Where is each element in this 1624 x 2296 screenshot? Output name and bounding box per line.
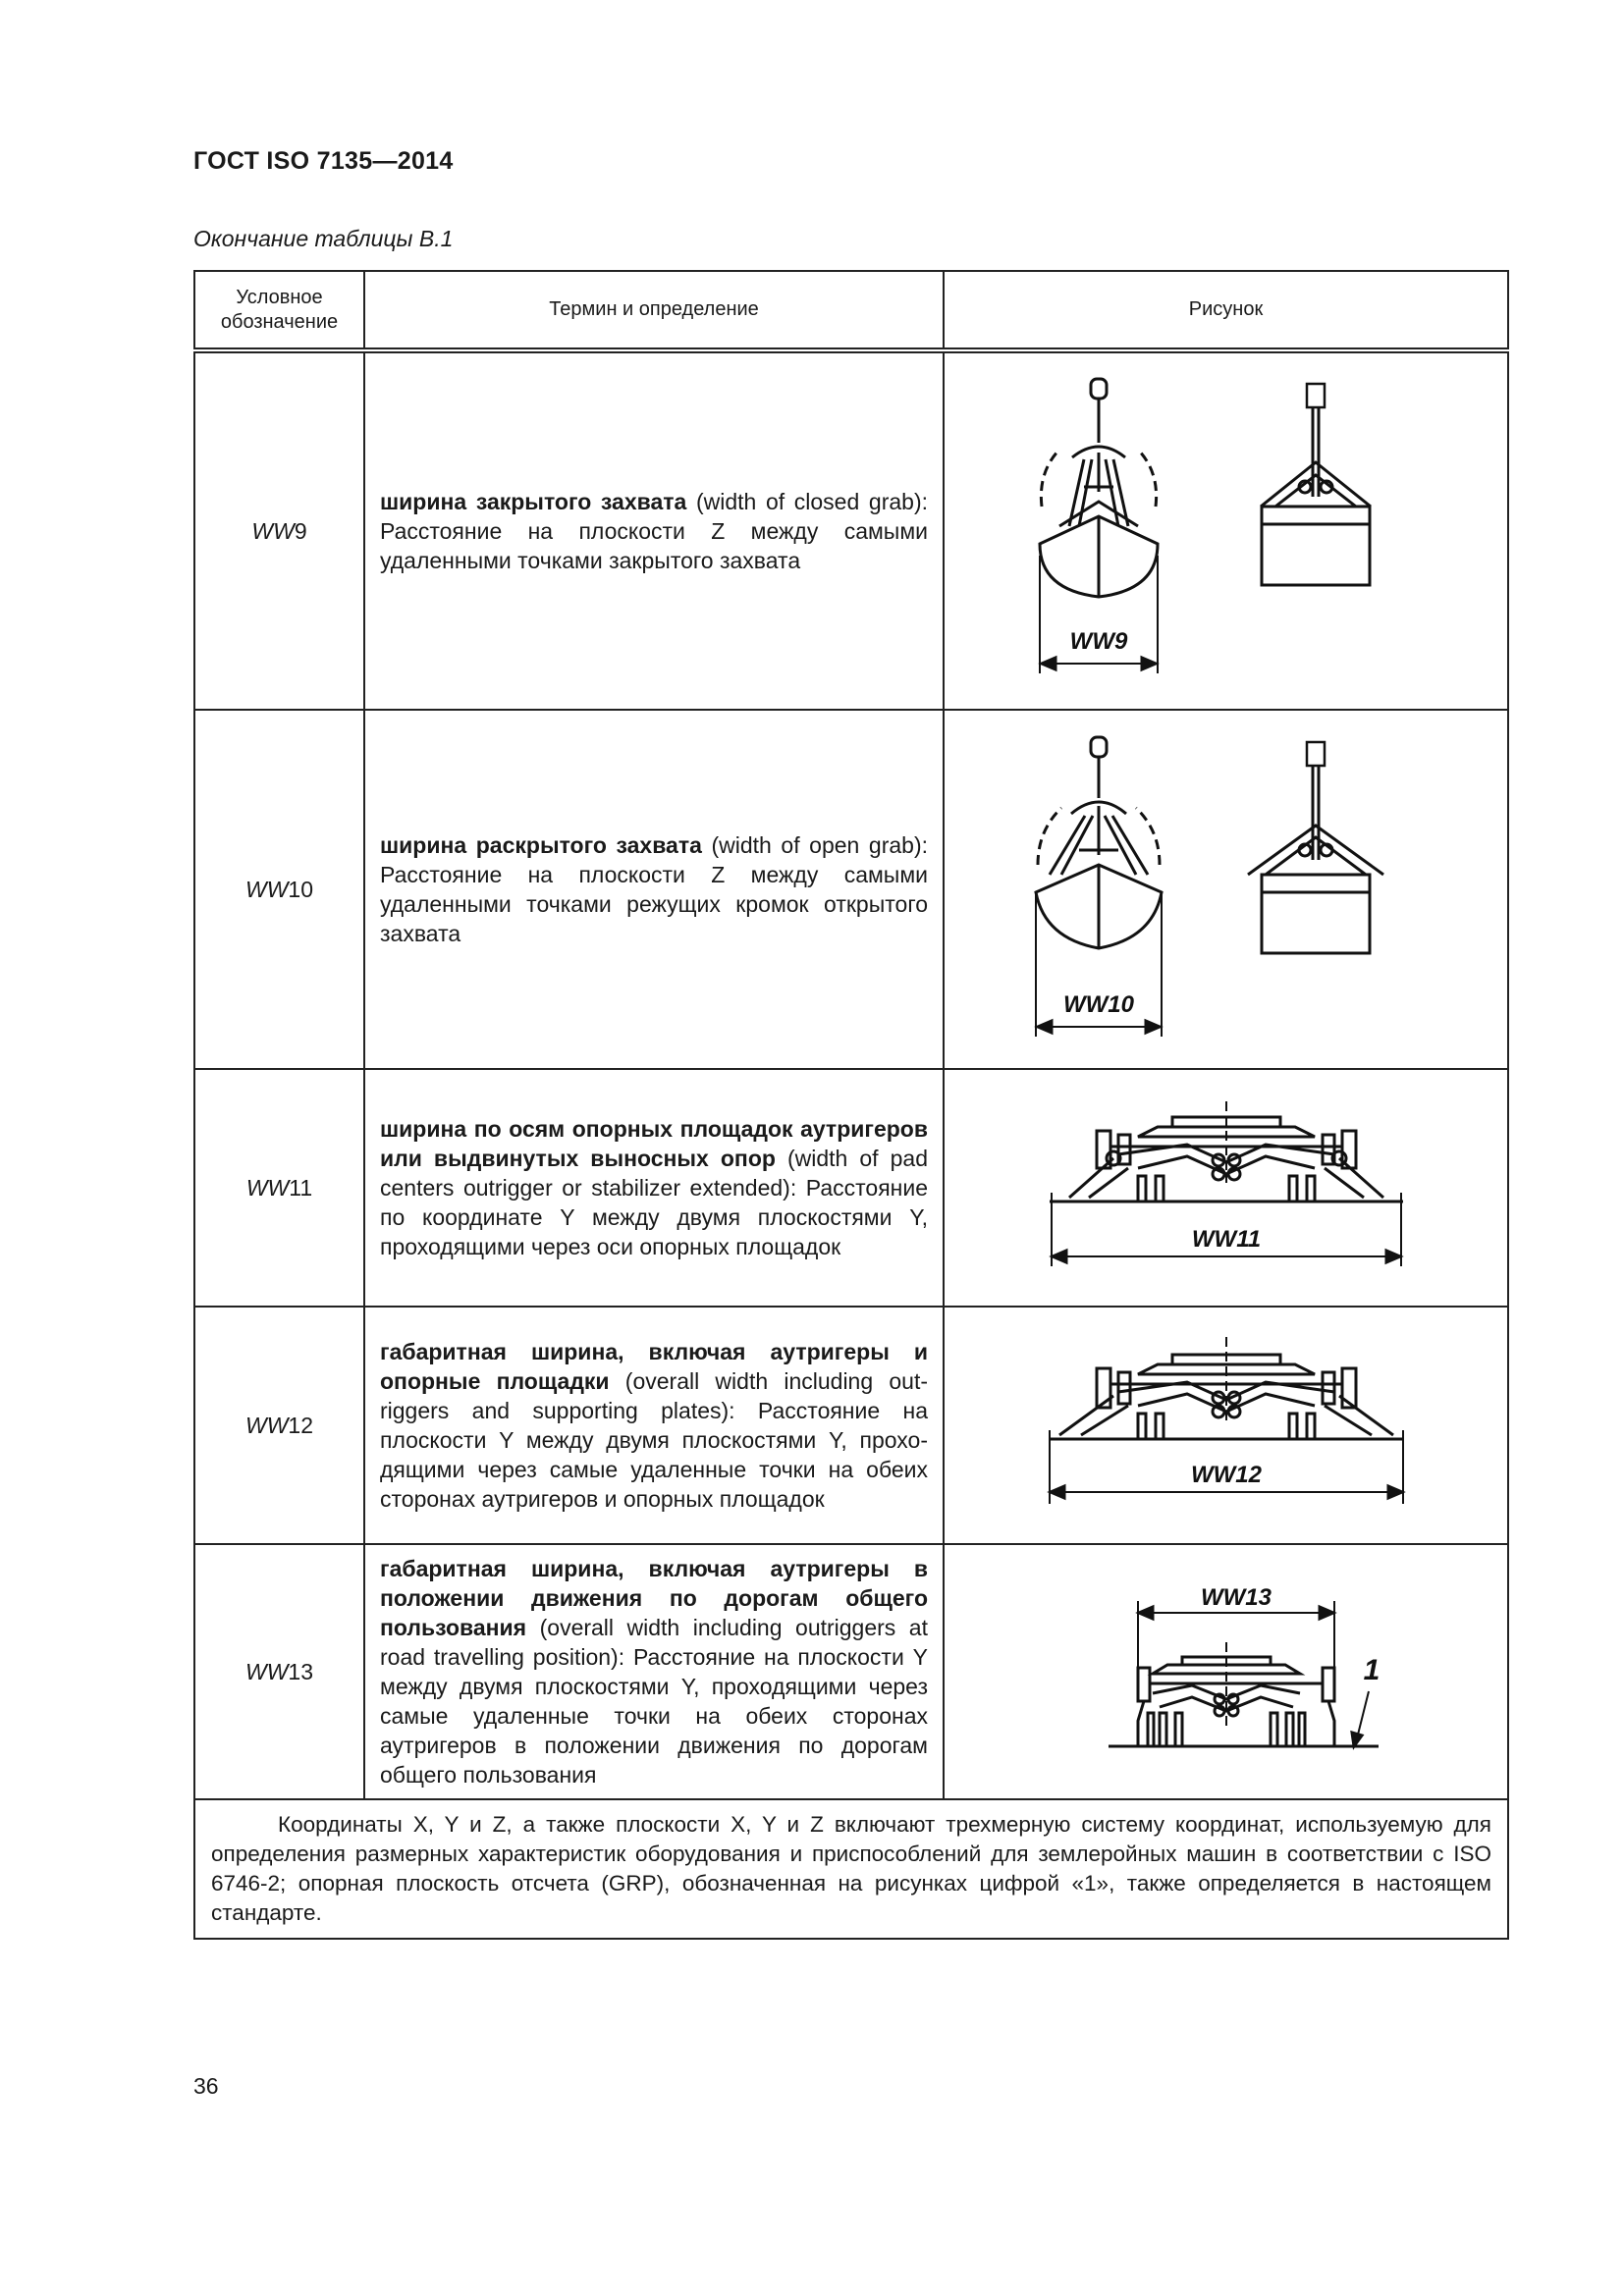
row-symbol: WW13 [194,1544,364,1799]
page-number: 36 [193,2073,219,2099]
table-continuation-caption: Окончание таблицы В.1 [193,226,454,251]
row-definition: ширина закрытого захвата (width of closed grab): Расстояние на плоскости Z между самыми удаленными точками закрытого захвата [364,350,944,710]
row-definition: ширина раскрытого захвата (width of open grab): Расстояние на плоскости Z между самыми удаленными точками режущих кромок открытого захвата [364,710,944,1069]
svg-text:WW13: WW13 [1200,1584,1272,1611]
svg-text:WW9: WW9 [1069,628,1127,655]
row-symbol: WW9 [194,350,364,710]
outrigger-centers-figure [991,1090,1462,1286]
road-travel-width-figure [991,1564,1462,1780]
header-symbol: Условное обозначение [194,271,364,350]
table-note-row [194,1799,1508,1939]
table-row [194,1544,1508,1799]
table-note: Координаты X, Y и Z, а также плоскости X, Y и Z включают трехмерную систему координат, используемую для определения размерных характеристик оборудования и приспособлений для землеройных машин в соответствии с ISO 6746-2; опорная плоскость отсчета (GRP), обозначенная на рисунках цифрой «1», также определяется в настоящем стандарте. [194,1799,1508,1939]
definitions-table [193,270,1509,1940]
table-row [194,1307,1508,1544]
open-grab-figure [991,727,1462,1051]
svg-text:1: 1 [1363,1654,1380,1686]
table-row [194,350,1508,710]
row-figure [944,1307,1508,1544]
row-definition: габаритная ширина, включая аутригеры и опорные площадки (overall width including outriggers and supporting plates): Расстояние на плоскости Y между двумя плоскостями Y, проходящими через самые удаленные точки на обеих сторонах аутригеров и опорных площадок [364,1307,944,1544]
row-definition: ширина по осям опорных площадок аутригеров или выдвинутых выносных опор (width of pad centers outrigger or stabilizer extended): Расстояние по координате Y между двумя плоскостями Y, проходящими через оси опорных площадок [364,1069,944,1307]
svg-text:WW12: WW12 [1190,1462,1262,1488]
header-figure: Рисунок [944,271,1508,350]
table-row [194,710,1508,1069]
row-definition: габаритная ширина, включая аутригеры в положении движения по дорогам общего пользования (overall width including outriggers at road travelling position): Расстояние на плоскости Y между двумя плоскостями Y, проходящими через самые удаленные точки на обеих сторонах аутригеров в положении движения по дорогам общего пользования [364,1544,944,1799]
standard-title: ГОСТ ISO 7135—2014 [193,147,454,175]
svg-text:WW10: WW10 [1062,991,1134,1018]
row-symbol: WW10 [194,710,364,1069]
svg-text:WW11: WW11 [1191,1226,1261,1253]
row-figure [944,350,1508,710]
table-header-row [194,271,1508,350]
row-figure [944,1544,1508,1799]
overall-width-figure [991,1327,1462,1523]
row-symbol: WW12 [194,1307,364,1544]
table-row [194,1069,1508,1307]
row-figure [944,710,1508,1069]
closed-grab-figure [991,369,1462,693]
row-figure [944,1069,1508,1307]
row-symbol: WW11 [194,1069,364,1307]
header-term: Термин и определение [364,271,944,350]
